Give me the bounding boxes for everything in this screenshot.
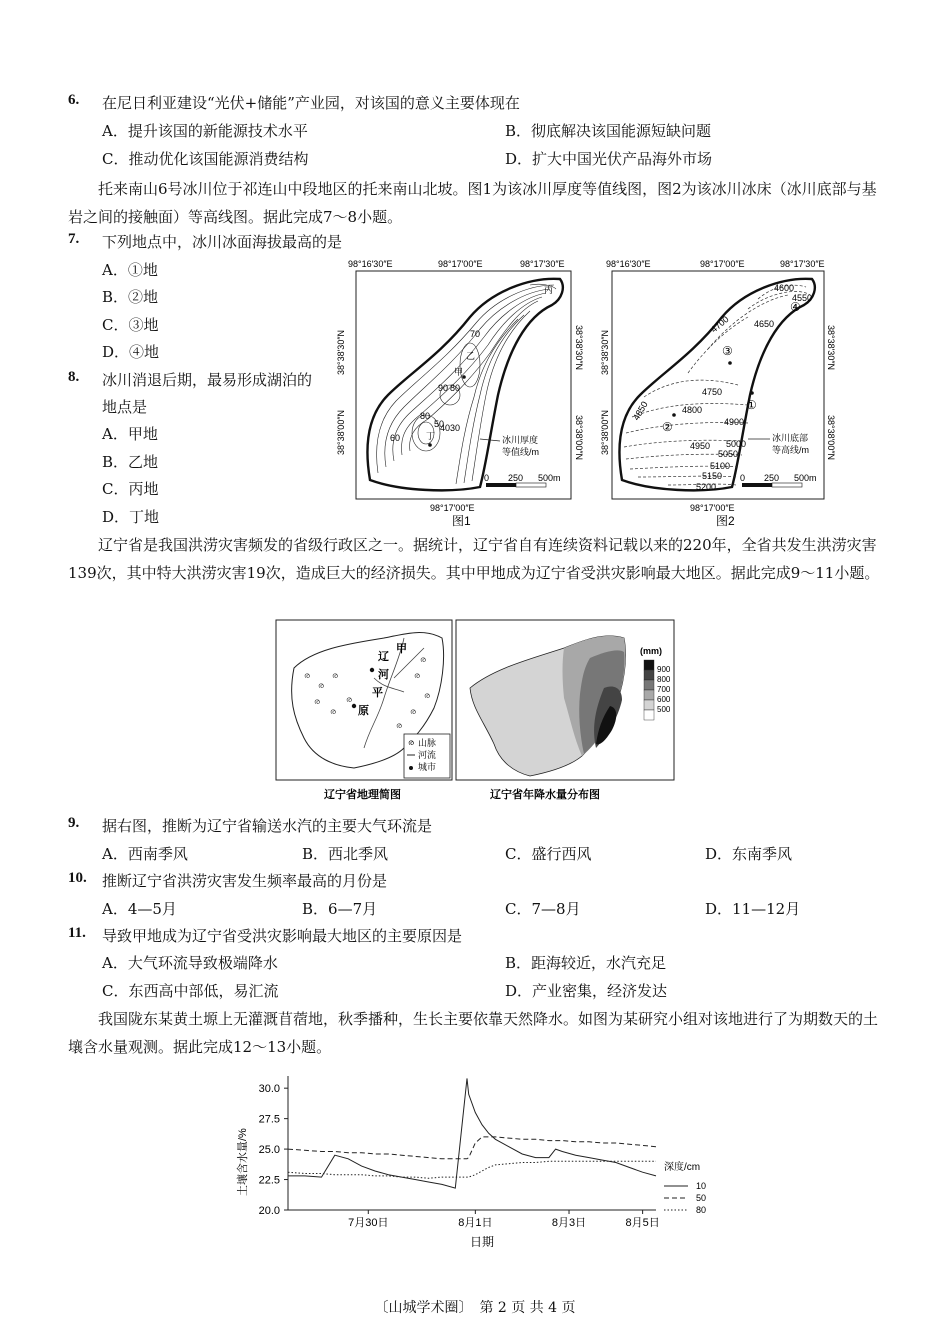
left-map-char-ping: 平	[372, 687, 383, 699]
fig2-lat-1r: 38°38′30″N	[826, 325, 836, 371]
fig1-label-ding: 丁	[426, 431, 436, 441]
q11-option-c: C．东西高中部低，易汇流	[102, 982, 279, 1000]
fig2-point-3: ③	[722, 344, 733, 358]
right-legend-500: 500	[657, 705, 671, 714]
fig2-label-4750: 4750	[702, 387, 723, 397]
q8-stem-line1: 冰川消退后期，最易形成湖泊的	[102, 371, 313, 389]
fig1-legend-1: 冰川厚度	[502, 435, 539, 445]
left-legend-city: 城市	[418, 762, 437, 772]
fig1-label-90: 90	[438, 383, 449, 393]
q9-option-b: B．西北季风	[302, 845, 389, 863]
fig2-point-4: ④	[790, 300, 801, 314]
q7-option-d: D．④地	[102, 343, 160, 361]
q8-number: 8.	[68, 369, 80, 385]
figure-1-thickness-map	[330, 255, 590, 530]
q8-option-a: A．甲地	[102, 425, 158, 443]
fig2-label-5050: 5050	[718, 449, 739, 459]
q8-option-b: B．乙地	[102, 453, 159, 471]
left-map-char-jia: 甲	[396, 643, 407, 655]
fig2-label-5100: 5100	[710, 461, 731, 471]
q7-number: 7.	[68, 231, 80, 247]
chart-xtick-label: 7月30日	[348, 1217, 389, 1229]
fig1-label-30: 30	[450, 423, 461, 433]
svg-text:ര: ര	[314, 697, 320, 706]
right-legend-600: 600	[657, 695, 671, 704]
left-legend-mountain: 山脉	[418, 738, 437, 748]
svg-text:ര: ര	[420, 655, 426, 664]
q10-option-b: B．6—7月	[302, 900, 378, 918]
q10-option-c: C．7—8月	[505, 900, 581, 918]
fig2-label-4800: 4800	[682, 405, 703, 415]
svg-text:ര: ര	[330, 707, 336, 716]
chart-xtick-label: 8月3日	[551, 1217, 587, 1229]
fig1-label-bing: 丙	[544, 285, 554, 295]
soil-intro: 我国陇东某黄土塬上无灌溉苜蓿地，秋季播种，生长主要依靠天然降水。如图为某研究小组对该地进行了为期数天的土壤含水量观测。据此完成12～13小题。	[68, 1010, 879, 1056]
q11-stem: 导致甲地成为辽宁省受洪灾影响最大地区的主要原因是	[102, 927, 463, 945]
chart-legend-label-10: 10	[695, 1181, 706, 1191]
svg-text:ര: ര	[346, 695, 352, 704]
fig1-label-70: 70	[470, 329, 481, 339]
left-map-char-he: 河	[378, 669, 389, 681]
fig2-label-4900: 4900	[724, 417, 745, 427]
left-map-char-yuan: 原	[358, 705, 369, 717]
q10-stem: 推断辽宁省洪涝灾害发生频率最高的月份是	[102, 872, 388, 890]
fig2-point-2: ②	[662, 420, 673, 434]
fig1-scale-0: 0	[484, 473, 490, 483]
fig1-lon-3: 98°17′30″E	[520, 259, 565, 269]
fig2-lon-3: 98°17′30″E	[780, 259, 825, 269]
fig2-label-4600: 4600	[774, 283, 795, 293]
chart-ytick-label: 27.5	[258, 1113, 280, 1126]
liaoning-maps	[274, 618, 676, 806]
q6-option-c: C．推动优化该国能源消费结构	[102, 150, 309, 168]
q11-option-a: A．大气环流导致极端降水	[102, 954, 278, 972]
figure-2-bed-map	[598, 255, 858, 530]
fig1-caption: 图1	[452, 514, 471, 528]
fig1-lat-2: 38°38′00″N	[336, 409, 346, 455]
fig2-lat-2r: 38°38′00″N	[826, 415, 836, 461]
chart-series-line-80	[288, 1161, 656, 1178]
fig2-label-5150: 5150	[702, 471, 723, 481]
chart-xlabel: 日期	[470, 1235, 495, 1249]
q9-option-c: C．盛行西风	[505, 845, 592, 863]
chart-ytick-label: 25.0	[258, 1144, 280, 1157]
right-legend-700: 700	[657, 685, 671, 694]
q9-number: 9.	[68, 815, 80, 831]
chart-ylabel: 土壤含水量/%	[237, 1128, 249, 1196]
fig2-lon-2: 98°17′00″E	[700, 259, 745, 269]
q10-number: 10.	[68, 870, 87, 886]
q9-stem: 据右图，推断为辽宁省输送水汽的主要大气环流是	[102, 817, 433, 835]
right-map-unit: (mm)	[640, 646, 662, 656]
fig1-lat-1: 38°38′30″N	[336, 329, 346, 375]
fig2-scale-0: 0	[740, 473, 746, 483]
q8-stem-line2: 地点是	[102, 398, 148, 416]
soil-moisture-chart	[232, 1068, 712, 1252]
q8-option-d: D．丁地	[102, 508, 160, 526]
fig1-scale-250: 250	[508, 473, 524, 483]
fig2-legend-2: 等高线/m	[772, 445, 809, 455]
fig2-scale-250: 250	[764, 473, 780, 483]
q6-option-a: A．提升该国的新能源技术水平	[102, 122, 308, 140]
chart-ytick-label: 30.0	[258, 1083, 280, 1096]
svg-text:ര: ര	[414, 671, 420, 680]
chart-xtick-label: 8月5日	[625, 1217, 660, 1229]
q11-number: 11.	[68, 925, 86, 941]
fig1-lat-2r: 38°38′00″N	[574, 415, 584, 461]
chart-ytick-label: 20.0	[258, 1205, 280, 1217]
q7-stem: 下列地点中，冰川冰面海拔最高的是	[102, 233, 343, 251]
q6-stem: 在尼日利亚建设“光伏+储能”产业园，对该国的意义主要体现在	[102, 94, 520, 112]
chart-series-line-50	[288, 1137, 656, 1159]
fig1-lon-bottom: 98°17′00″E	[430, 503, 475, 513]
q10-option-a: A．4—5月	[102, 900, 177, 918]
fig1-lon-1: 98°16′30″E	[348, 259, 393, 269]
svg-text:ര: ര	[424, 691, 430, 700]
liaoning-intro: 辽宁省是我国洪涝灾害频发的省级行政区之一。据统计，辽宁省自有连续资料记载以来的220年，全省共发生洪涝灾害139次，其中特大洪涝灾害19次，造成巨大的经济损失。其中甲地成为辽宁省受洪灾影响最大地区。据此完成9～11小题。	[68, 536, 880, 582]
q7-option-a: A．①地	[102, 261, 158, 279]
q9-option-a: A．西南季风	[102, 845, 188, 863]
fig2-label-5000: 5000	[726, 439, 747, 449]
q9-option-d: D．东南季风	[705, 845, 793, 863]
fig1-lon-2: 98°17′00″E	[438, 259, 483, 269]
fig1-label-80a: 80	[450, 383, 461, 393]
svg-text:ര: ര	[332, 671, 338, 680]
fig1-legend-2: 等值线/m	[502, 447, 539, 457]
fig1-label-40: 40	[440, 423, 451, 433]
chart-legend-label-50: 50	[695, 1193, 706, 1203]
fig2-label-4650: 4650	[754, 319, 775, 329]
fig2-label-5200: 5200	[696, 482, 717, 492]
svg-text:ര: ര	[318, 681, 324, 690]
chart-ytick-label: 22.5	[258, 1174, 280, 1187]
q6-option-b: B．彻底解决该国能源短缺问题	[505, 122, 712, 140]
q10-option-d: D．11—12月	[705, 900, 801, 918]
fig2-lon-1: 98°16′30″E	[606, 259, 651, 269]
glacier-intro: 托来南山6号冰川位于祁连山中段地区的托来南山北坡。图1为该冰川厚度等值线图，图2为该冰川冰床（冰川底部与基岩之间的接触面）等高线图。据此完成7～8小题。	[68, 180, 877, 226]
left-map-char-liao: 辽	[378, 651, 389, 663]
left-legend-river: 河流	[418, 750, 437, 760]
q6-option-d: D．扩大中国光伏产品海外市场	[505, 150, 713, 168]
chart-series-line-10	[288, 1078, 656, 1188]
right-map-caption: 辽宁省年降水量分布图	[490, 789, 600, 801]
page-footer: 〔山城学术圈〕 第 2 页 共 4 页	[374, 1300, 576, 1316]
fig1-label-80b: 80	[420, 411, 431, 421]
fig2-label-4950: 4950	[690, 441, 711, 451]
svg-text:ര: ര	[408, 738, 414, 747]
right-legend-900: 900	[657, 665, 671, 674]
chart-legend-title: 深度/cm	[664, 1162, 701, 1173]
chart-xtick-label: 8月1日	[458, 1217, 493, 1229]
fig1-label-50: 50	[434, 419, 445, 429]
fig1-label-60: 60	[390, 433, 401, 443]
left-map-caption: 辽宁省地理简图	[324, 789, 401, 801]
q8-option-c: C．丙地	[102, 480, 159, 498]
svg-text:ര: ര	[304, 671, 310, 680]
q11-option-b: B．距海较近，水汽充足	[505, 954, 667, 972]
q11-option-d: D．产业密集，经济发达	[505, 982, 668, 1000]
q7-option-b: B．②地	[102, 288, 159, 306]
fig1-lat-1r: 38°38′30″N	[574, 325, 584, 371]
fig1-label-yi: 乙	[466, 351, 476, 361]
fig2-label-4700: 4700	[708, 313, 731, 335]
q6-number: 6.	[68, 92, 80, 108]
svg-text:ര: ര	[396, 721, 402, 730]
fig2-point-1: ①	[746, 398, 757, 412]
fig2-scale-500: 500m	[794, 473, 817, 483]
chart-legend-label-80: 80	[695, 1205, 706, 1215]
fig2-legend-1: 冰川底部	[772, 433, 809, 443]
fig2-lat-2: 38°38′00″N	[600, 409, 610, 455]
fig2-lon-bottom: 98°17′00″E	[690, 503, 735, 513]
fig2-lat-1: 38°38′30″N	[600, 329, 610, 375]
right-legend-800: 800	[657, 675, 671, 684]
fig2-caption: 图2	[716, 514, 735, 528]
q7-option-c: C．③地	[102, 316, 159, 334]
fig1-label-jia: 甲	[454, 367, 464, 377]
fig1-scale-500: 500m	[538, 473, 561, 483]
fig2-label-4550: 4550	[792, 293, 813, 303]
svg-text:ര: ര	[410, 707, 416, 716]
fig2-label-4850: 4850	[631, 399, 650, 422]
